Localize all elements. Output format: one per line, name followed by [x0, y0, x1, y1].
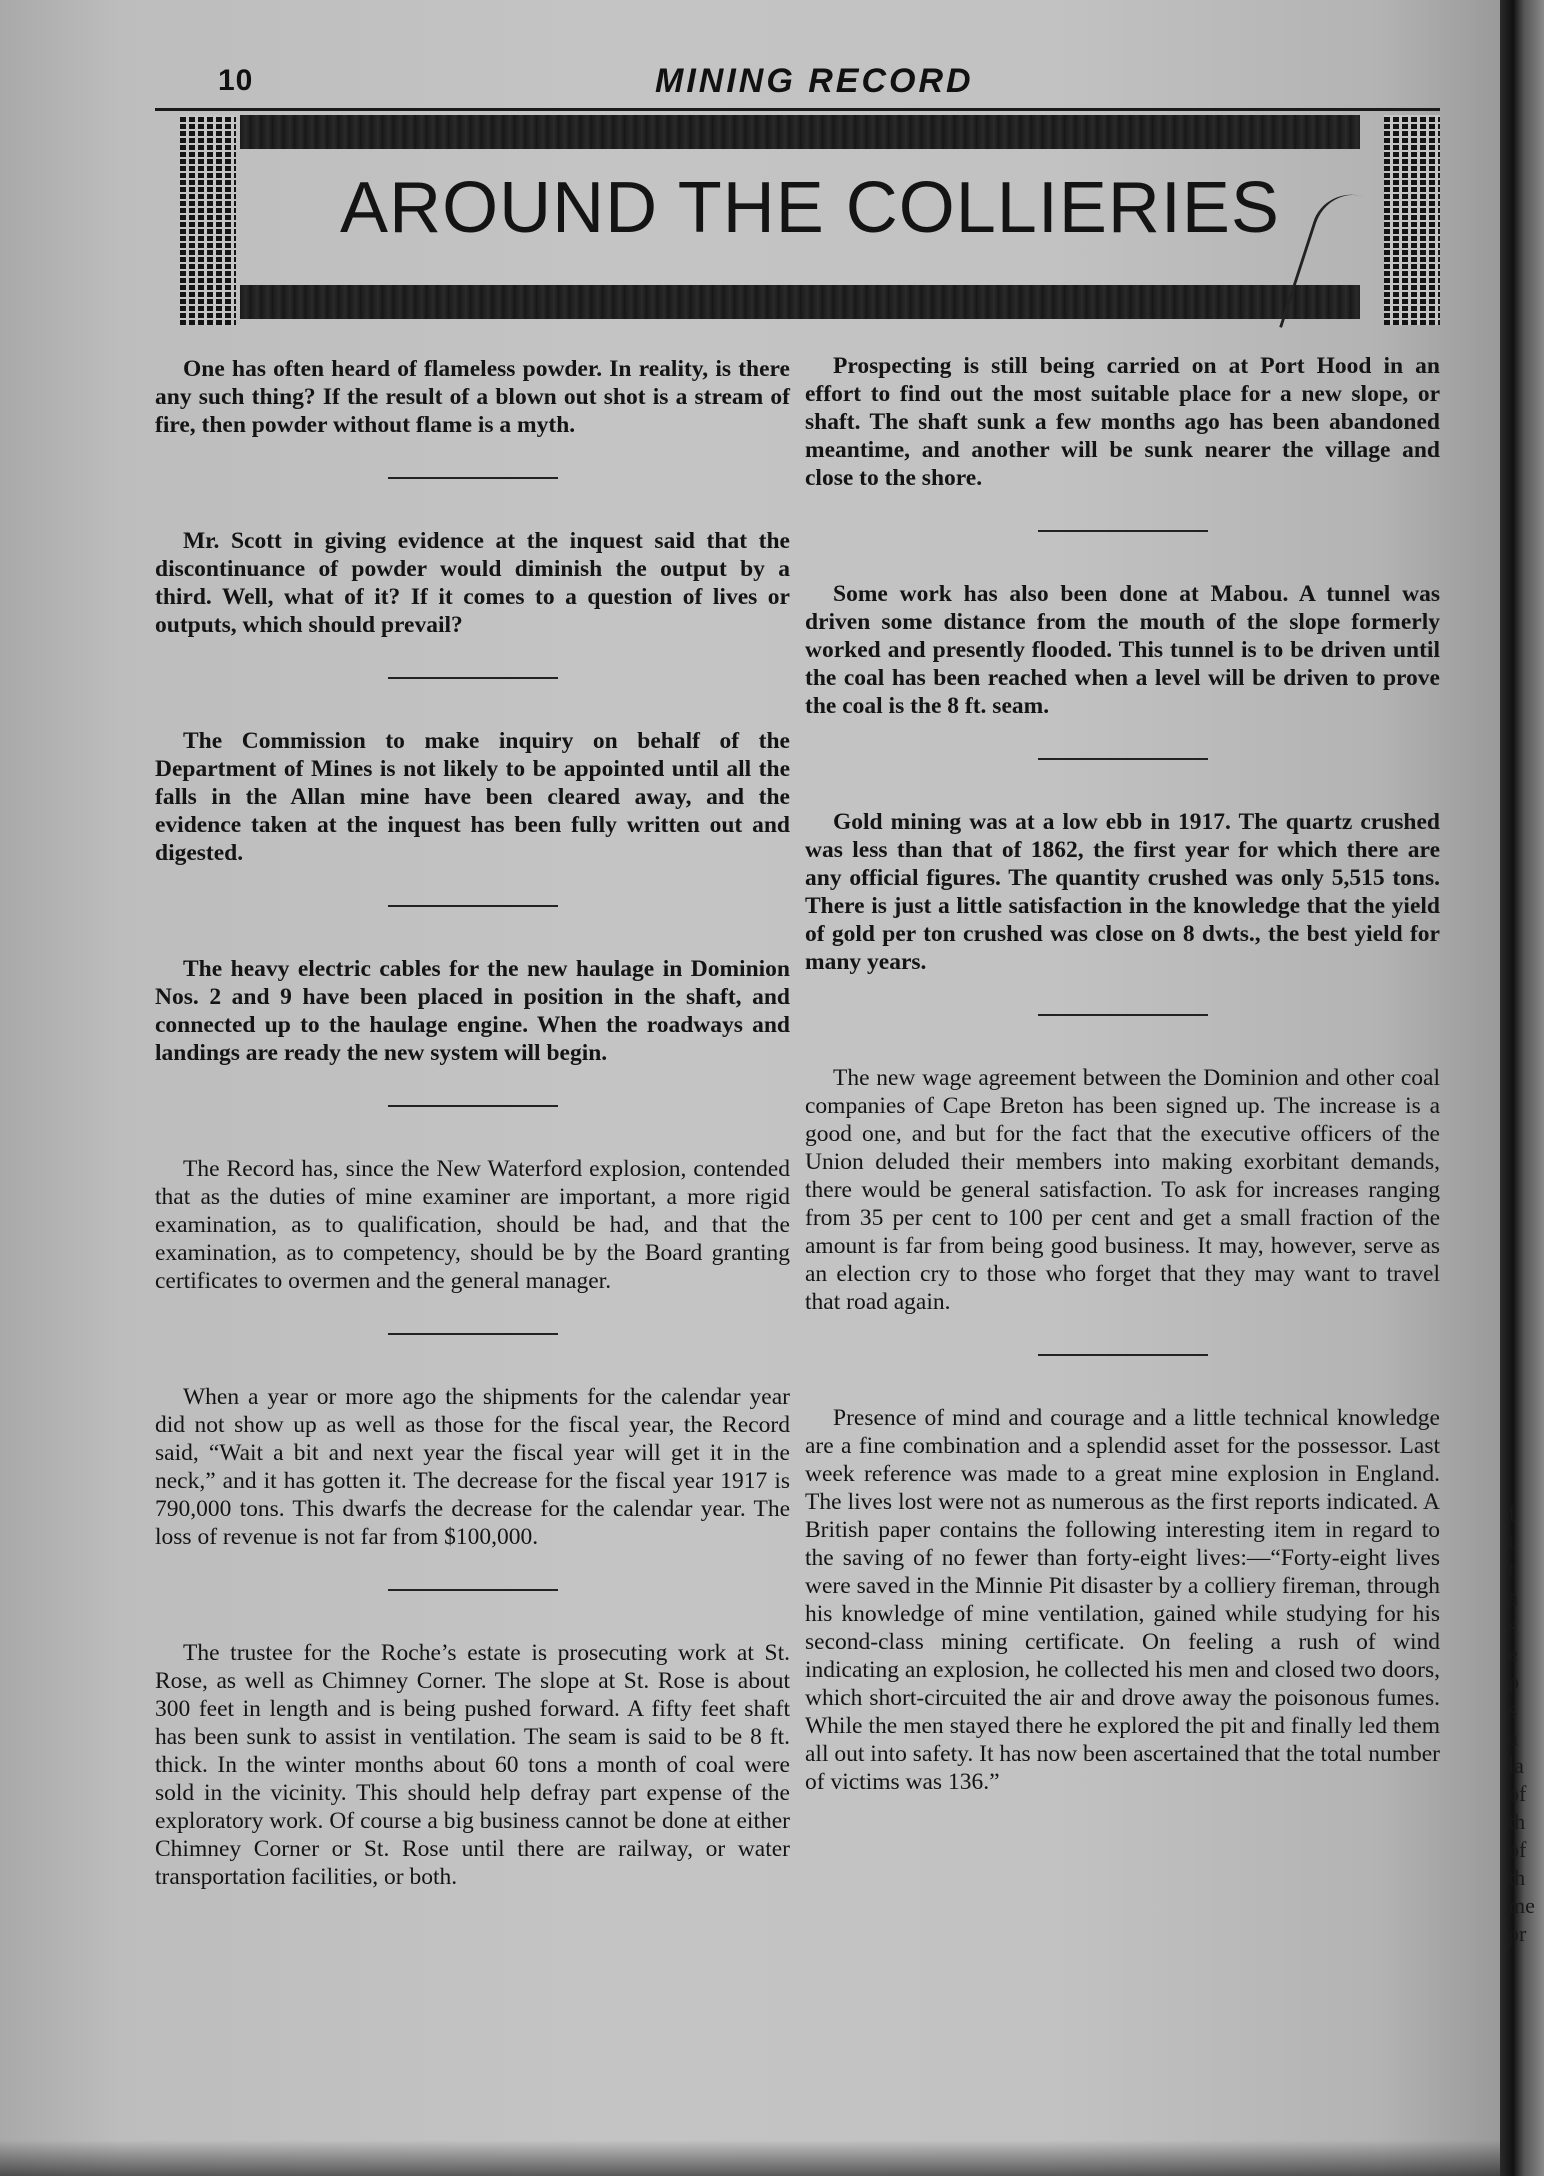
fragment: s	[1508, 1613, 1517, 1638]
article-scott-evidence: Mr. Scott in giving evidence at the inquest said that the discontinuance of powder would diminish the output by a third. Well, what of it? If it comes to a question of lives or outputs, which should prevail?	[155, 528, 790, 638]
fragment: a	[1508, 1585, 1518, 1610]
divider	[1038, 1354, 1208, 1356]
banner-top-bar	[240, 115, 1360, 149]
fragment: pr	[1508, 1921, 1527, 1946]
fragment: e	[1508, 1641, 1518, 1666]
divider	[1038, 1014, 1208, 1016]
article-port-hood: Prospecting is still being carried on at Port Hood in an effort to find out the most suitable place for a new slope, or shaft. The shaft sunk a few months ago has been abandoned meantime, and another will be sunk nearer the village and close to the shore.	[805, 353, 1440, 491]
header-rule	[155, 108, 1440, 111]
fragment: la	[1508, 1753, 1524, 1778]
banner-bottom-bar	[240, 285, 1360, 319]
divider	[388, 1589, 558, 1591]
article-shipments: When a year or more ago the shipments for the calendar year did not show up as well as those for the fiscal year, the Record said, “Wait a bit and next year the fiscal year will get it in the neck,” and it has gotten it. The decrease for the fiscal year 1917 is 790,000 tons. This dwarfs the decrease for the calendar year. The loss of revenue is not far from $100,000.	[155, 1384, 790, 1550]
fragment: p	[1508, 1669, 1519, 1694]
section-title: AROUND THE COLLIERIES	[340, 168, 1280, 248]
article-roche-estate: The trustee for the Roche’s estate is prosecuting work at St. Rose, as well as Chimney Corner. The slope at St. Rose is about 300 feet in length and is being pushed forward. A fifty feet shaft has been sunk to assist in ventilation. The seam is said to be 8 ft. thick. In the winter months about 60 tons a month of coal were sold in the vicinity. This should help defray part expense of the exploratory work. Of course a big business cannot be done at either Chimney Corner or St. Rose until there are railway, or water transportation facilities, or both.	[155, 1640, 790, 1890]
article-wage-agreement: The new wage agreement between the Dominion and other coal companies of Cape Breton has been signed up. The increase is a good one, and but for the fact that the executive officers of the Union deluded their members into making exorbitant demands, there would be general satisfaction. To ask for increases ranging from 35 per cent to 100 per cent and get a small fraction of the amount is far from being good business. It may, however, serve as an election cry to those who forget that they may want to travel that road again.	[805, 1065, 1440, 1315]
fragment: th	[1508, 1865, 1526, 1890]
journal-name: MINING RECORD	[655, 62, 974, 100]
next-page-fragments	[1508, 1500, 1544, 2100]
article-gold-mining: Gold mining was at a low ebb in 1917. The quartz crushed was less than that of 1862, the first year for which there are any official figures. The quantity crushed was only 5,515 tons. There is just a little satisfaction in the knowledge that the yield of gold per ton crushed was close on 8 dwts., the best yield for many years.	[805, 809, 1440, 975]
fragment: I	[1508, 1501, 1516, 1526]
divider	[1038, 530, 1208, 532]
article-mine-examiner: The Record has, since the New Waterford explosion, contended that as the duties of mine examiner are important, a more rigid examination, as to qualification, should be had, and that the examination, as to competency, should be by the Board granting certificates to overmen and the general manager.	[155, 1156, 790, 1294]
divider	[388, 1105, 558, 1107]
title-banner	[180, 115, 1440, 325]
article-presence-of-mind: Presence of mind and courage and a little technical knowledge are a fine combination and a splendid asset for the possessor. Last week reference was made to a great mine explosion in England. The lives lost were not as numerous as the first reports indicated. A British paper contains the following interesting item in regard to the saving of no fewer than forty-eight lives:—“Forty-eight lives were saved in the Minnie Pit disaster by a colliery fireman, through his knowledge of mine ventilation, gained while studying for his second-class mining certificate. On feeling a rush of wind indicating an explosion, he collected his men and closed two doors, which short-circuited the air and drove away the poisonous fumes. While the men stayed there he explored the pit and finally led them all out into safety. It has now been ascertained that the total number of victims was 136.”	[805, 1405, 1440, 1795]
divider	[388, 677, 558, 679]
fragment: a	[1508, 1725, 1518, 1750]
fragment: th	[1508, 1809, 1526, 1834]
article-commission: The Commission to make inquiry on behalf of the Department of Mines is not likely to be appointed until all the falls in the Allan mine have been cleared away, and the evidence taken at the inquest has been fully written out and digested.	[155, 728, 790, 866]
fragment: t	[1508, 1557, 1515, 1582]
divider	[1038, 758, 1208, 760]
fragment: t	[1508, 1529, 1515, 1554]
divider	[388, 477, 558, 479]
page-number: 10	[218, 64, 254, 97]
right-column	[805, 352, 1440, 1796]
article-flameless-powder: One has often heard of flameless powder. In reality, is there any such thing? If the result of a blown out shot is a stream of fire, then powder without flame is a myth.	[155, 356, 790, 438]
fragment: s	[1508, 1697, 1517, 1722]
divider	[388, 1333, 558, 1335]
divider	[388, 905, 558, 907]
left-column	[155, 355, 790, 1891]
page-shadow	[0, 2140, 1500, 2176]
article-electric-cables: The heavy electric cables for the new haulage in Dominion Nos. 2 and 9 have been placed in position in the shaft, and connected up to the haulage engine. When the roadways and landings are ready the new system will begin.	[155, 956, 790, 1066]
fragment: me	[1508, 1893, 1535, 1918]
fragment: of	[1508, 1837, 1527, 1862]
article-mabou: Some work has also been done at Mabou. A tunnel was driven some distance from the mouth of the slope formerly worked and presently flooded. This tunnel is to be driven until the coal has been reached when a level will be driven to prove the coal is the 8 ft. seam.	[805, 581, 1440, 719]
fragment: of	[1508, 1781, 1527, 1806]
